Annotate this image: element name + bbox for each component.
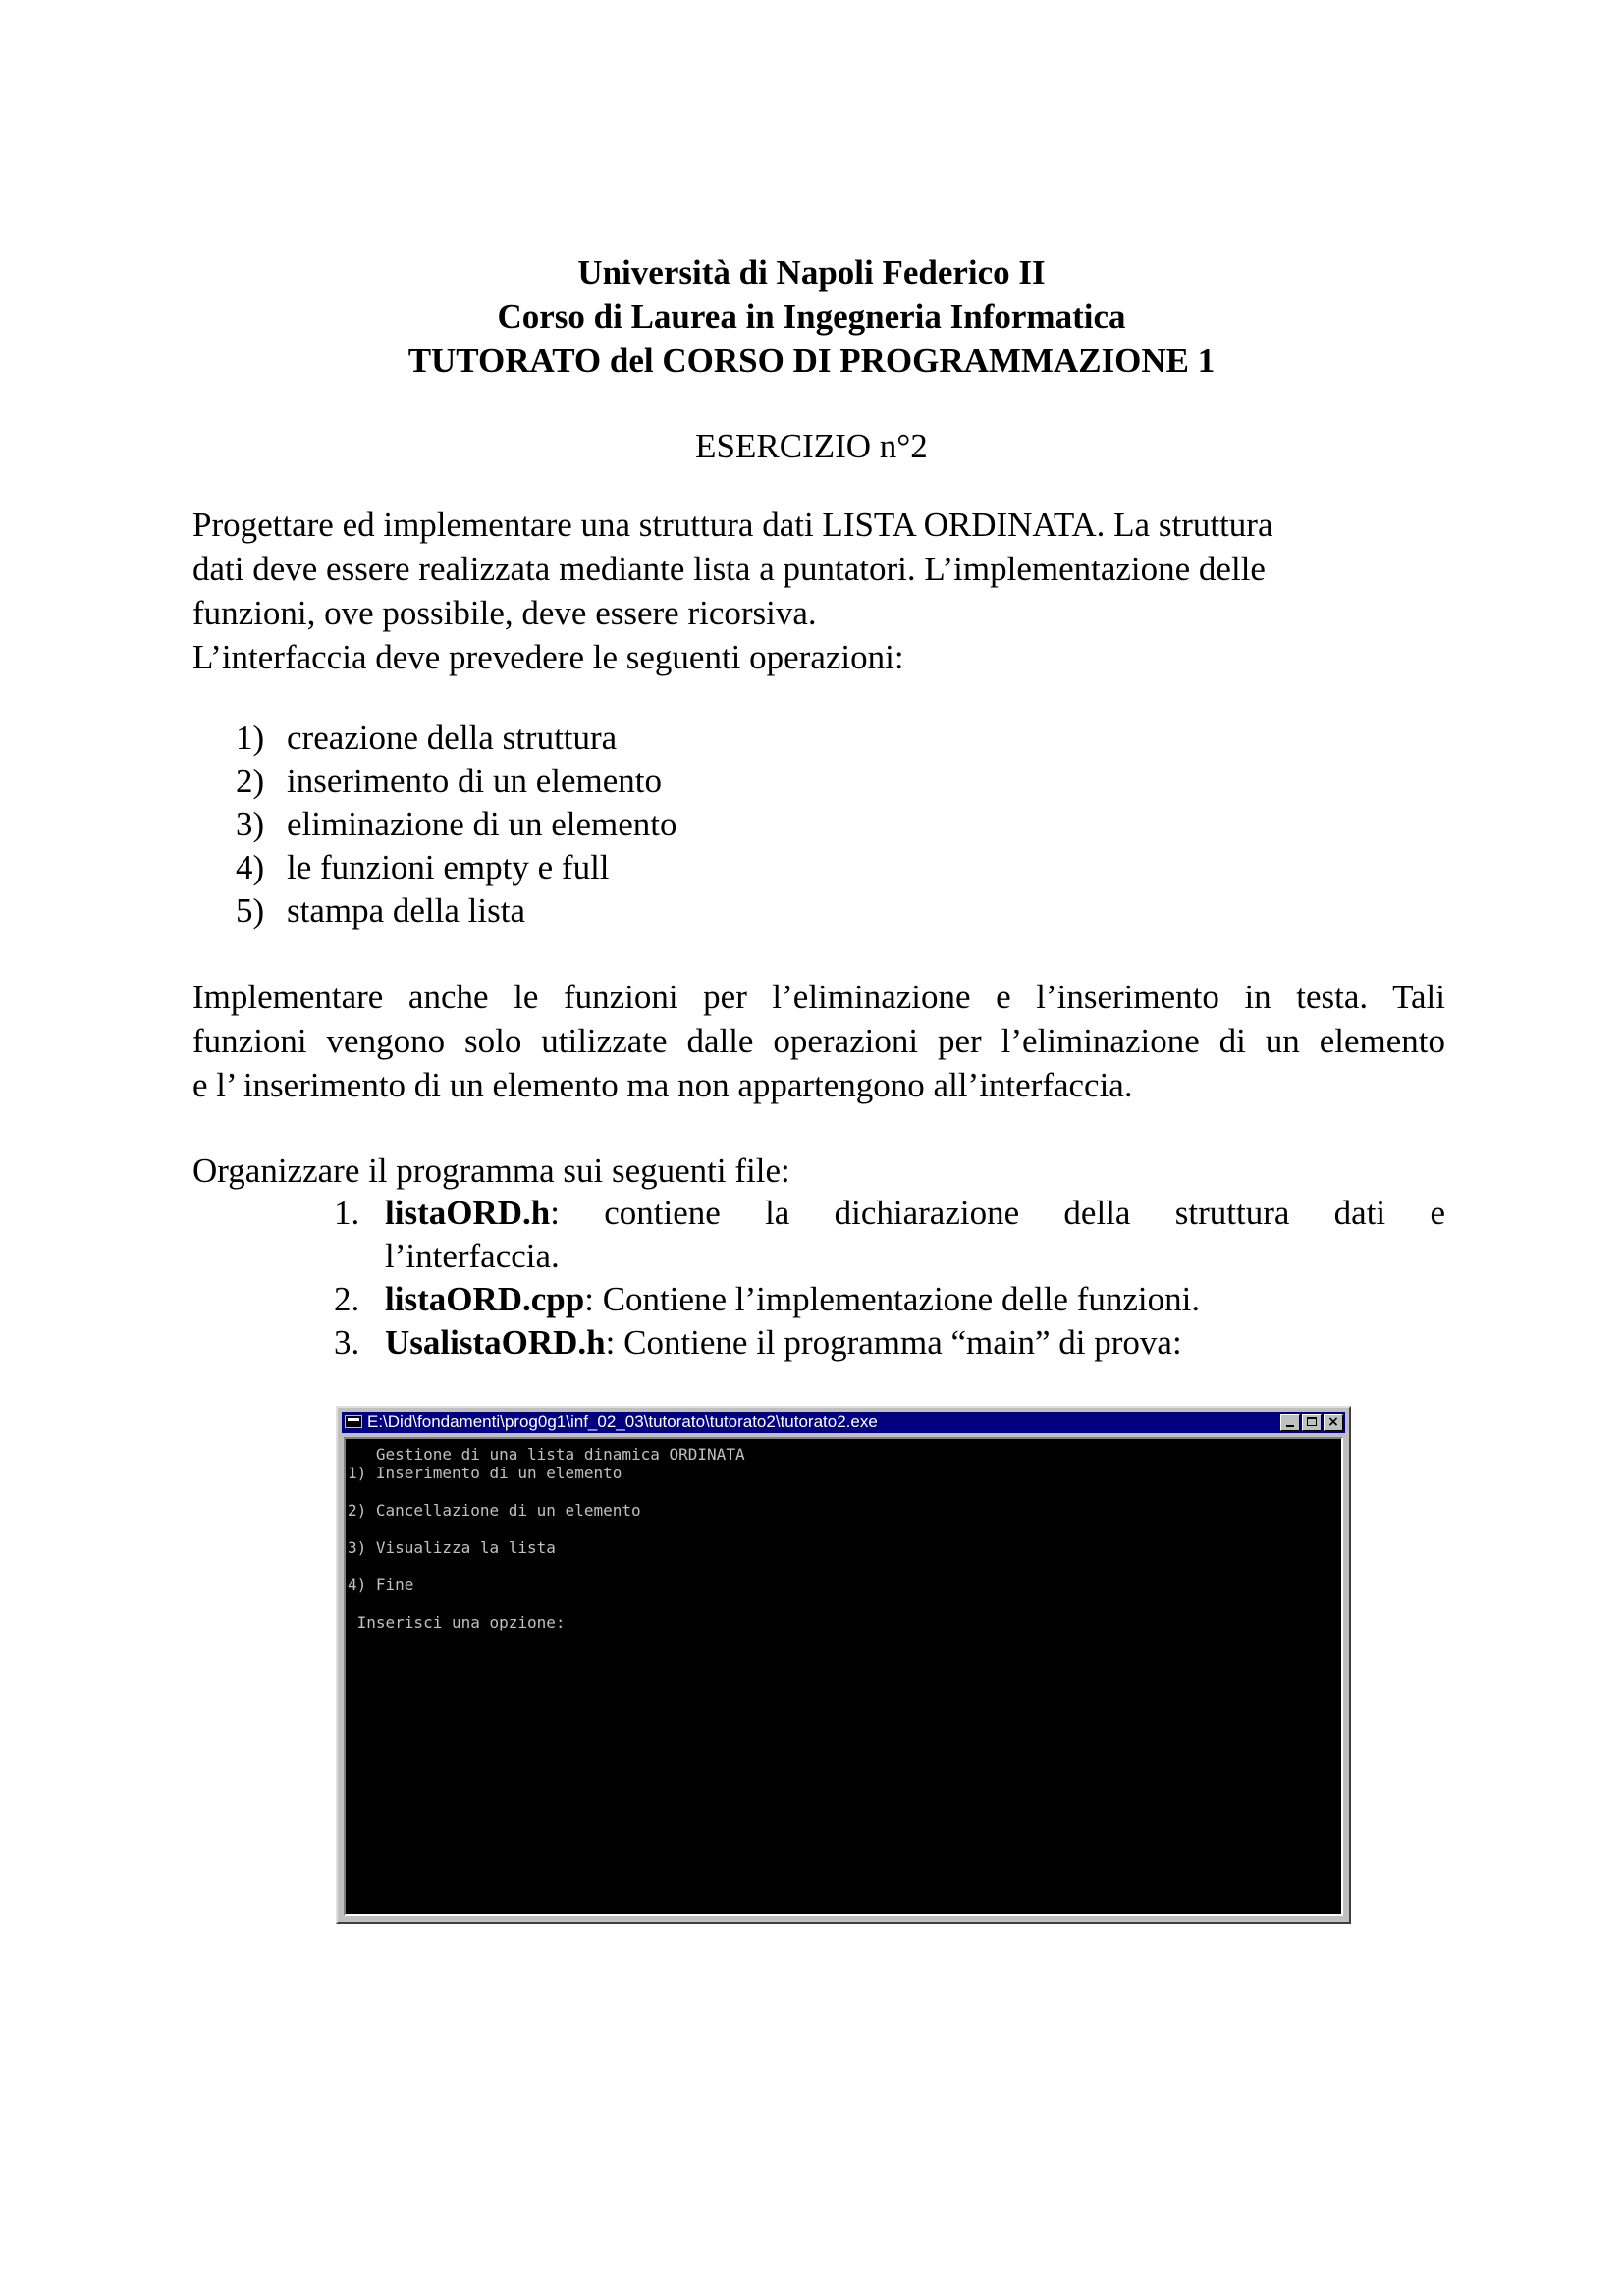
- list-item-text: inserimento di un elemento: [287, 762, 662, 800]
- close-icon[interactable]: ×: [1324, 1414, 1343, 1431]
- console-line: [348, 1482, 1339, 1501]
- console-app-icon: [345, 1415, 362, 1428]
- console-line: Gestione di una lista dinamica ORDINATA: [348, 1445, 745, 1464]
- list-item-text: creazione della struttura: [287, 719, 618, 757]
- file-item-listaord-cpp: [334, 1278, 1445, 1321]
- file-number: 2.: [334, 1280, 360, 1318]
- console-line: [348, 1557, 1339, 1575]
- console-line: Inserisci una opzione:: [348, 1613, 566, 1631]
- file-description: : contiene la dichiarazione della struttura dati e: [550, 1194, 1445, 1232]
- list-item-text: le funzioni empty e full: [287, 848, 610, 886]
- file-item-listaord-h: [334, 1192, 1445, 1278]
- window-controls: [1278, 1414, 1343, 1431]
- console-output: [344, 1437, 1343, 1916]
- console-line: 2) Cancellazione di un elemento: [348, 1501, 641, 1520]
- operations-list: [236, 717, 677, 933]
- intro-line: funzioni, ove possibile, deve essere ricorsiva.: [192, 594, 817, 632]
- console-line: [348, 1520, 1339, 1538]
- intro-line: dati deve essere realizzata mediante lista a puntatori. L’implementazione delle: [192, 550, 1266, 588]
- file-description: : Contiene l’implementazione delle funzioni.: [584, 1280, 1201, 1318]
- file-name: listaORD.cpp: [385, 1280, 585, 1318]
- list-item: [236, 760, 677, 803]
- list-item-number: 4): [236, 848, 265, 886]
- maximize-icon[interactable]: [1302, 1414, 1322, 1431]
- console-titlebar: [342, 1412, 1345, 1433]
- file-line: [385, 1278, 1445, 1321]
- intro-line: Progettare ed implementare una struttura dati LISTA ORDINATA. La struttura: [192, 506, 1273, 544]
- file-number: 1.: [334, 1194, 360, 1232]
- extra-paragraph: [192, 975, 1445, 1107]
- extra-line: e l’ inserimento di un elemento ma non appartengono all’interfaccia.: [192, 1066, 1133, 1104]
- console-line: 4) Fine: [348, 1575, 414, 1594]
- extra-line: funzioni vengono solo utilizzate dalle operazioni per l’eliminazione di un elemento: [192, 1022, 1445, 1060]
- course-name: Corso di Laurea in Ingegneria Informatica: [497, 297, 1126, 336]
- minimize-icon[interactable]: [1280, 1414, 1300, 1431]
- list-item-number: 1): [236, 719, 265, 757]
- organize-paragraph: Organizzare il programma sui seguenti file:: [192, 1151, 790, 1190]
- console-line: 3) Visualizza la lista: [348, 1538, 556, 1557]
- intro-paragraph: [192, 503, 1445, 679]
- list-item-text: stampa della lista: [287, 891, 525, 930]
- list-item-text: eliminazione di un elemento: [287, 805, 677, 843]
- file-number: 3.: [334, 1323, 360, 1362]
- list-item-number: 2): [236, 762, 265, 800]
- console-title: E:\Did\fondamenti\prog0g1\inf_02_03\tutorato\tutorato2\tutorato2.exe: [367, 1413, 878, 1431]
- intro-line: L’interfaccia deve prevedere le seguenti operazioni:: [192, 638, 904, 676]
- exercise-title: ESERCIZIO n°2: [695, 427, 928, 465]
- file-line: [385, 1192, 1445, 1235]
- extra-line: Implementare anche le funzioni per l’eliminazione e l’inserimento in testa. Tali: [192, 978, 1445, 1016]
- files-list: [334, 1192, 1445, 1364]
- console-window-screenshot: [336, 1406, 1351, 1924]
- list-item-number: 3): [236, 805, 265, 843]
- file-line: [385, 1321, 1445, 1364]
- list-item: [236, 846, 677, 889]
- file-name: UsalistaORD.h: [385, 1323, 606, 1362]
- file-item-usalistaord-h: [334, 1321, 1445, 1364]
- file-description-continued: l’interfaccia.: [385, 1237, 560, 1275]
- list-item-number: 5): [236, 891, 265, 930]
- university-name: Università di Napoli Federico II: [577, 253, 1046, 292]
- console-line: 1) Inserimento di un elemento: [348, 1464, 622, 1482]
- list-item: [236, 889, 677, 933]
- console-line: [348, 1594, 1339, 1613]
- list-item: [236, 717, 677, 760]
- list-item: [236, 803, 677, 846]
- file-description: : Contiene il programma “main” di prova:: [605, 1323, 1182, 1362]
- tutorial-title: TUTORATO del CORSO DI PROGRAMMAZIONE 1: [407, 342, 1216, 380]
- file-name: listaORD.h: [385, 1194, 551, 1232]
